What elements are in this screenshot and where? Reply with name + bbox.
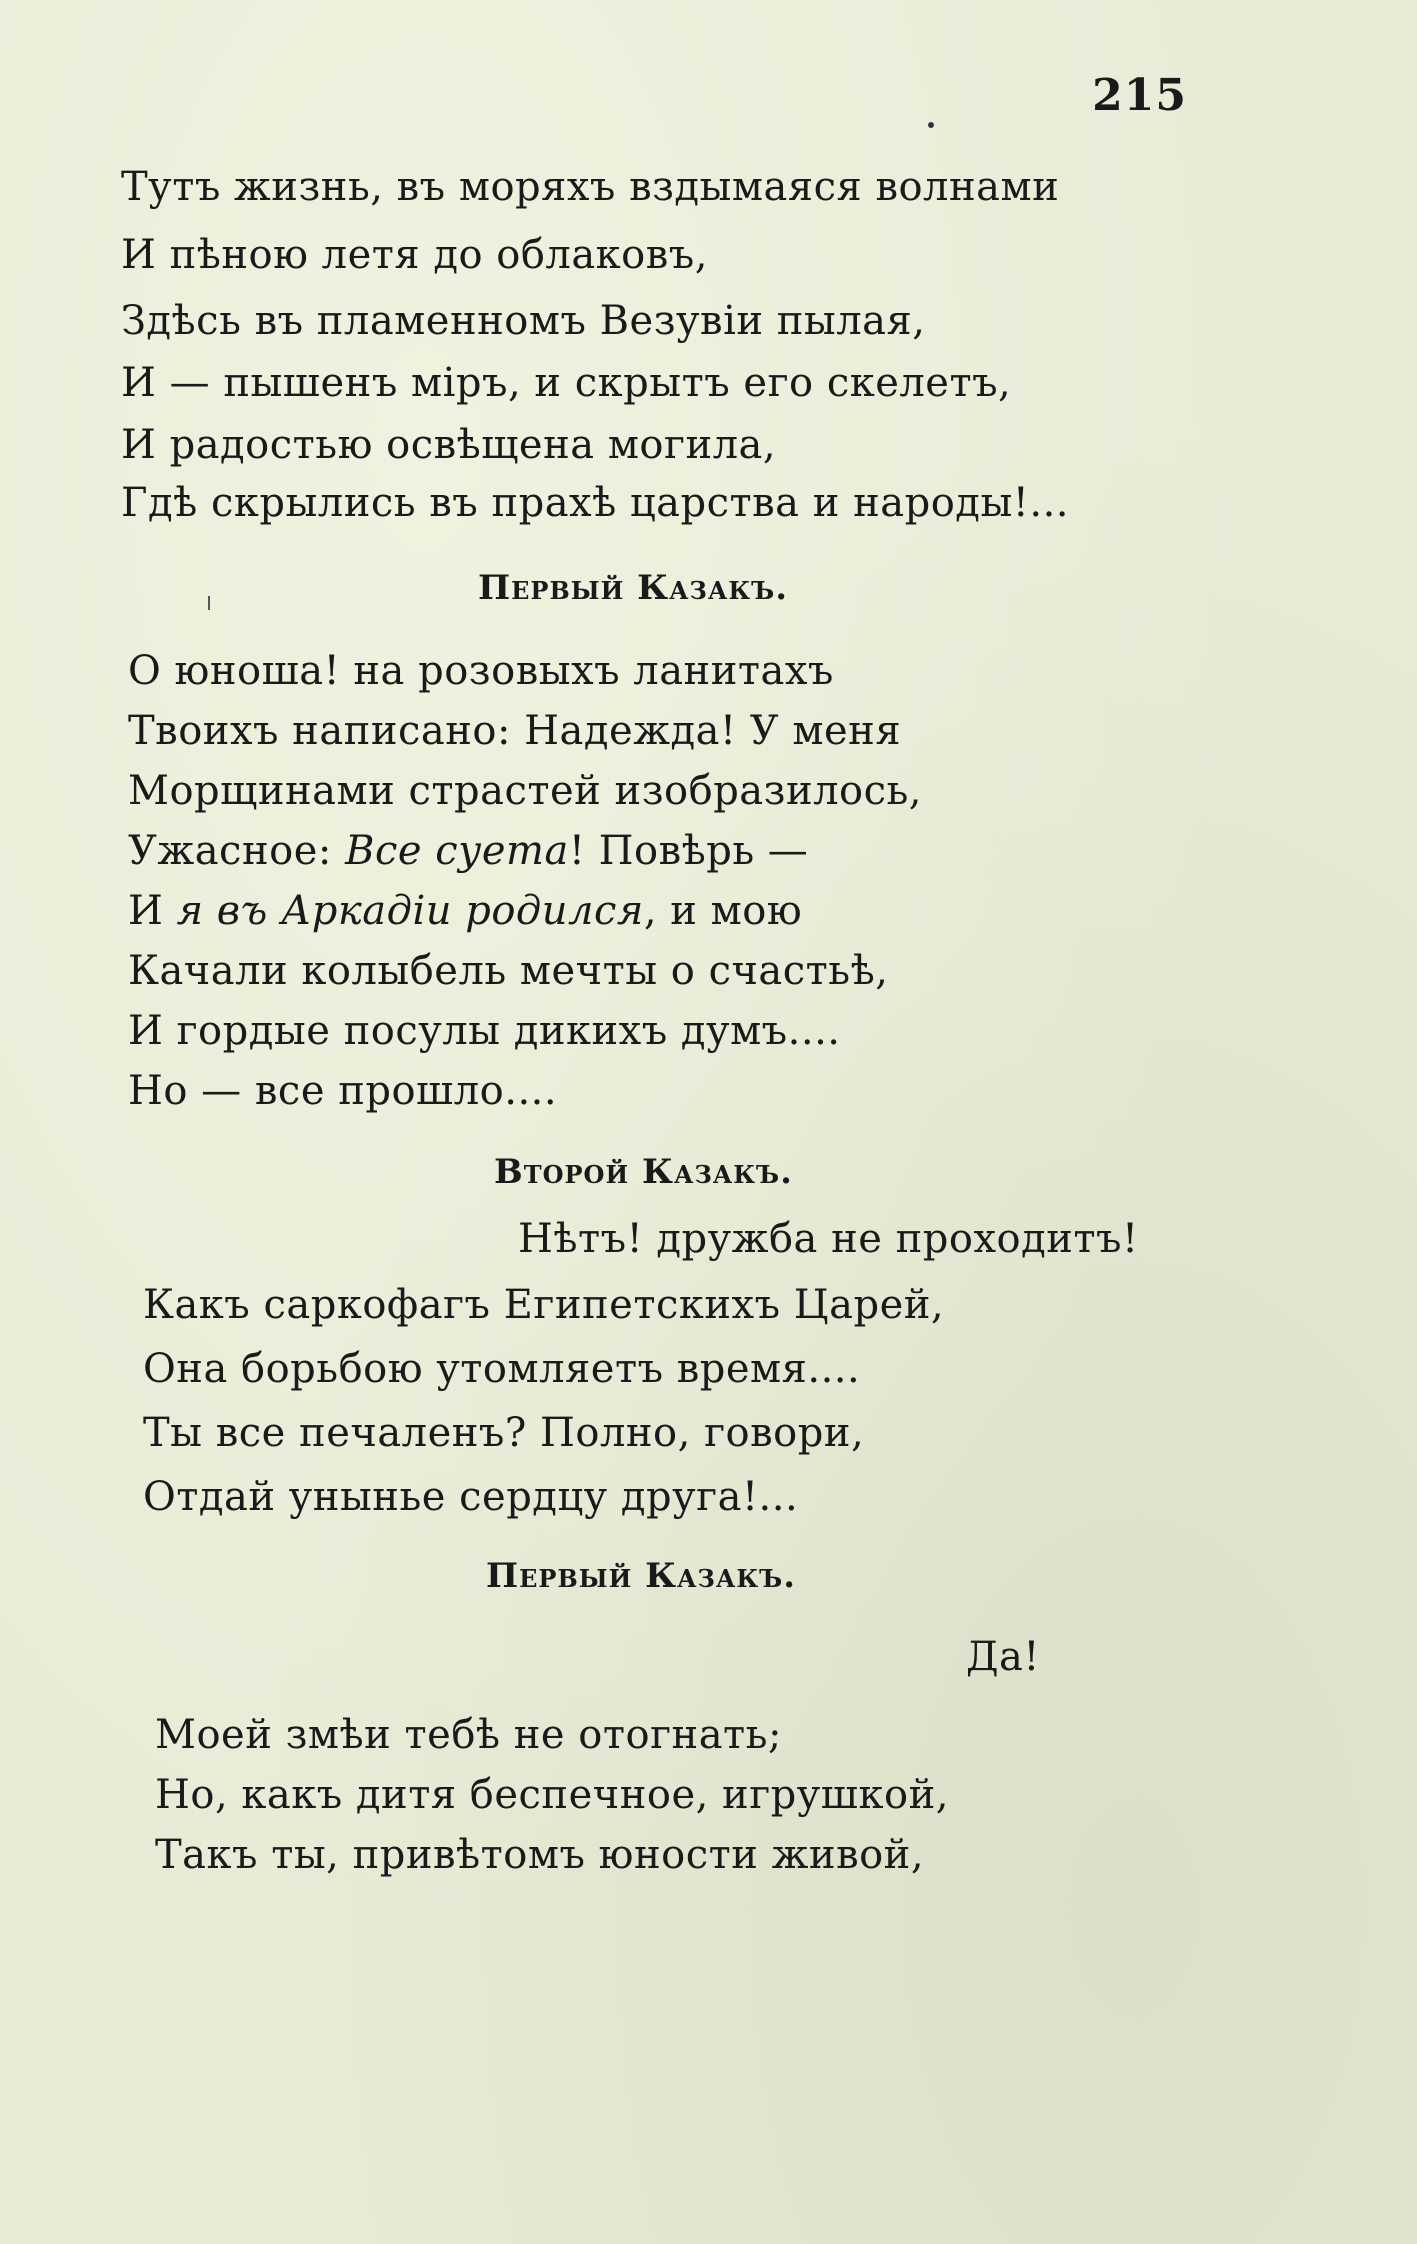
verse-line: Но — все прошло.... — [128, 1068, 558, 1114]
verse-line: И пѣною летя до облаковъ, — [121, 232, 708, 278]
ink-mark — [208, 596, 210, 610]
verse-line: Твоихъ написано: Надежда! У меня — [128, 708, 902, 754]
verse-line: Нѣтъ! дружба не проходитъ! — [518, 1216, 1139, 1262]
verse-italic-text: Все суета — [345, 828, 569, 874]
verse-text: , и мою — [643, 888, 803, 934]
verse-line: Здѣсь въ пламенномъ Везувіи пылая, — [121, 298, 926, 344]
verse-line — [128, 828, 808, 874]
verse-line: Моей змѣи тебѣ не отогнать; — [155, 1712, 782, 1758]
speaker-heading: Первый Казакъ. — [478, 568, 789, 608]
verse-line: Морщинами страстей изобразилось, — [128, 768, 923, 814]
verse-line: Ты все печаленъ? Полно, говори, — [143, 1410, 865, 1456]
verse-line: Она борьбою утомляетъ время.... — [143, 1346, 861, 1392]
verse-line: Тутъ жизнь, въ моряхъ вздымаяся волнами — [121, 164, 1060, 210]
verse-line: И радостью освѣщена могила, — [121, 422, 777, 468]
verse-line: О юноша! на розовыхъ ланитахъ — [128, 648, 834, 694]
verse-line: Гдѣ скрылись въ прахѣ царства и народы!... — [121, 480, 1069, 526]
verse-line: Но, какъ дитя беспечное, игрушкой, — [155, 1772, 949, 1818]
verse-text: И — [128, 888, 177, 934]
verse-line: Такъ ты, привѣтомъ юности живой, — [155, 1832, 925, 1878]
verse-line: Какъ саркофагъ Египетскихъ Царей, — [143, 1282, 945, 1328]
page-number: 215 — [1092, 70, 1187, 121]
speaker-heading: Второй Казакъ. — [494, 1152, 793, 1192]
verse-line: Да! — [966, 1634, 1040, 1680]
verse-italic-text: я въ Аркадіи родился — [176, 888, 644, 934]
verse-line: И — пышенъ міръ, и скрытъ его скелетъ, — [121, 360, 1012, 406]
verse-text: Ужасное: — [128, 828, 346, 874]
verse-line — [128, 888, 802, 934]
verse-line: Качали колыбель мечты о счастьѣ, — [128, 948, 889, 994]
verse-line: Отдай унынье сердцу друга!... — [143, 1474, 799, 1520]
speaker-heading: Первый Казакъ. — [486, 1556, 797, 1596]
verse-line: И гордые посулы дикихъ думъ.... — [128, 1008, 841, 1054]
verse-text: ! Повѣрь — — [568, 828, 809, 874]
ink-dot — [928, 122, 934, 128]
